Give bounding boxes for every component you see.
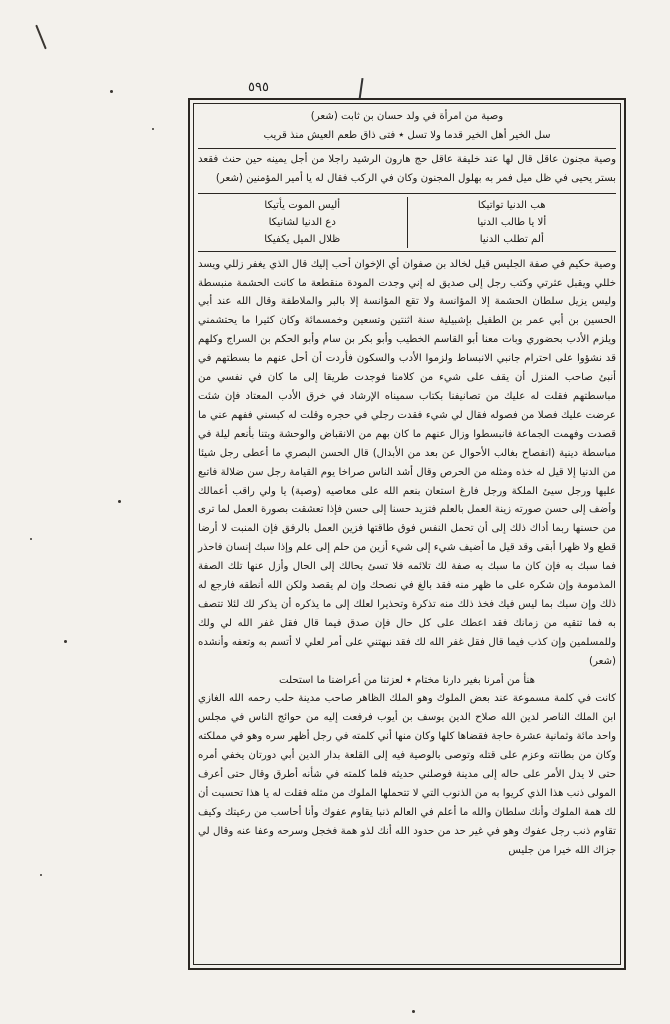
page-folio-number: ٥٩٥ [248,80,269,95]
margin-speck [40,874,42,876]
divider [198,148,616,149]
section-heading: وصية من امرأة في ولد حسان بن ثابت (شعر) [310,111,504,122]
poem-hemistich: دع الدنيا لشانيكا [268,216,336,228]
poem-hemistich: أليس الموت يأتيكا [264,199,341,211]
paragraph: كانت في كلمة مسموعة عند بعض الملوك وهو الملك الظاهر صاحب مدينة حلب رحمه الله الغازي ابن الملك الناصر لدين الله صلاح الدين يوسف بن أيوب فرفعت إليه من حوائج الناس في مجلس واحد مائة وثمانية عشرة حاجة فقضاها كلها وكان منها أني كلمته في رجل أظهر سره وهو في مملكته وكان من بطانته وعزم على قتله وتوصى بالوصية فيه إلى القلعة بدار الدين أبي دورتان يخفي أمره حتى لا يدل الأمر على حاله إلى مدينة فوصلني حديثه فلما كلمته في شأنه أطرق وقال حتى أعرف المولى ذنب هذا الذي كريوا به من الذنوب التي لا تتحملها الملوك من مثله فقلت له يا هذا تحسبت أن لك همة الملوك وأنك سلطان والله ما أعلم في العالم ذنبا يقاوم عفوك وأنا أحاسب من رعيتك وكيف تقاوم ذنب رجل عفوك وهو في غير حد من حدود الله أنك لذو همة فخجل وسرحه وعفا عنه وقال لي جزاك الله خيرا من جليس [198,693,616,856]
paragraph: وصية حكيم في صفة الجليس قيل لخالد بن صفوان أي الإخوان أحب إليك قال الذي يغفر زللي ويسد خللي ويقبل عثرتي وكتب رجل إلى صديق له إني وجدت المودة منقطعة ما كانت الحشمة منبسطة وليس يزيل سلطان الحشمة إلا المؤانسة ولا تقع المؤانسة إلا بالبر والملاطفة وقال الله عند أبي الحسين بن أبي عمر بن الطفيل بإشبيلية سنة اثنتين وتسعين وخمسمائة وكان كثيرا ما يحتشمني ويلزم الأدب بحضوري وبات معنا أبو القاسم الخطيب وأبو بكر بن سام وأبو الحكم بن السراج وكلهم قد نشؤوا على احترام جانبي الانبساط ولزموا الأدب والسكون فأردت أن أحل عنهم ما بسطتهم في أنبئ صاحب المنزل أن يقف على شيء من كلامنا فوجدت طريقا إلى ما كان في نفسي من مباسطتهم فقلت له عليك من تصانيفنا بكتاب سميناه الإرشاد في خرق الأدب المعتاد فإن شئت عرضت عليك فصلا من فصوله فقال لي شيء فقدت رجلي في حجره وقلت له كبسني ففهم عني ما قصدت وفهمت الجماعة فانبسطوا وزال عنهم ما كان بهم من الانقباض والوحشة وبتنا بأنعم ليلة في مباسطة دينية (انفصاح بغالب الأحوال عن بعد من الأبدال) قال الحسن البصري ما أعطى رجل شيئا من الدنيا إلا قيل له خذه ومثله من الحرص وقال أشد الناس صراخا يوم القيامة رجل سن ضلالة فاتبع عليها ورجل سيئ الملكة ورجل فارغ استعان بنعم الله على معاصيه (وصية) يا ولي راقب أعمالك وأضف إلى حسن صورته زينة العمل بالعلم فتزيد حسنا إلى حسن فإذا تعشقت بصورة العمل لما ترى من حسنها ربما أداك ذلك إلى أن تحمل النفس فوق طاقتها فزين العمل بالرفق فإن المنبت لا أرضا قطع ولا ظهرا أبقى وقد قيل ما أضيف شيء إلى شيء أزين من حلم إلى علم وإذا سبك إنسان فاحذر فما سبك به فإن كان ما سبك به صفة لك تلائمه فلا تسئ بحالك إلى الحال وأزل عنها تلك الصفة المذمومة وإن شكره على ما ظهر منه فقد بالغ في نصحك وإن لم يقصد ولكن الله أنطقه فارجع له ذلك وإن سبك بما ليس فيك فخذ ذلك منه تذكرة وتحذيرا لعلك إلى ما يذكره أن يذكر لك لئلا تتصف به فما تتقيه من زمانك فقد اعطك على كل حال فإن صدق فيما قال فقل غفر الله لي ولك وللمسلمين وإن كذب فيما قال فقل غفر الله لك فقد نبهتني على أمر لعلي لا أتسم به وتعفه وأنشده (شعر) [198,258,616,667]
margin-speck [152,128,154,130]
poem-column-left [198,197,408,248]
paragraph: وصية مجنون عاقل قال لها عند خليفة عاقل حج هارون الرشيد راجلا من أجل يمينه حين حنث فقعد بستر يحيى في ظل ميل فمر به بهلول المجنون وكان في الركب فقال له يا أمير المؤمنين (شعر) [198,153,616,184]
poem-hemistich: ألم تطلب الدنيا [479,233,544,245]
poem-column-right [408,197,617,248]
verse-line: هنأ من أمرنا بغير دارنا مختام ٭ لعزتنا من أعراضنا ما استحلت [279,674,535,686]
verse-line: سل الخير أهل الخير قدما ولا تسل ٭ فتى ذاق طعم العيش منذ قريب [263,129,551,141]
poem-box [198,193,616,252]
margin-pen-stroke [35,25,47,50]
margin-speck [118,500,121,503]
poem-hemistich: ظلال الميل يكفيكا [264,233,341,245]
poem-hemistich: هب الدنيا تواتيكا [477,199,546,211]
poem-hemistich: ألا يا طالب الدنيا [477,216,547,228]
handwritten-tick [358,78,363,100]
margin-speck [64,640,67,643]
margin-speck [110,90,113,93]
text-body [198,108,616,960]
text-block-frame [188,98,626,970]
margin-speck [412,1010,415,1013]
margin-speck [30,538,32,540]
